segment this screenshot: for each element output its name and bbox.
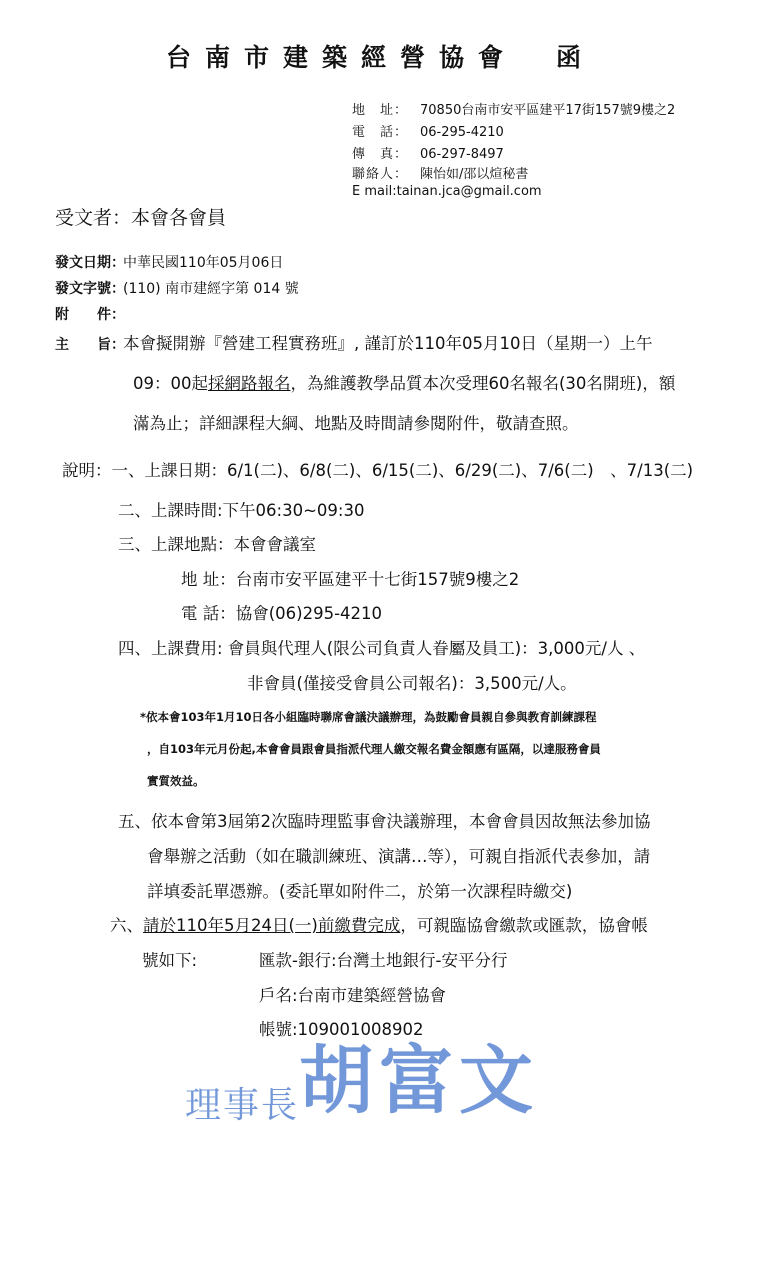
subject-line-1 [55, 330, 652, 354]
account-name: 戶名:台南市建築經營協會 [259, 986, 447, 1005]
venue-phone: 電 話：協會(06)295-4210 [181, 604, 383, 623]
subject-line-3: 滿為止；詳細課程大綱、地點及時間請參閱附件，敬請查照。 [133, 414, 579, 433]
fee-note-3: 實質效益。 [147, 774, 205, 788]
contact-fax [352, 143, 504, 162]
number-label: 發文字號： [55, 281, 125, 297]
explanation-item-6-line-1 [110, 912, 648, 936]
explanation-item-5-line-3: 詳填委託單憑辦。(委託單如附件二，於第一次課程時繳交) [147, 882, 573, 901]
address-value: 70850台南市安平區建平17街157號9樓之2 [420, 103, 676, 118]
explanation-item-4-line-1: 四、上課費用: 會員與代理人(限公司負責人眷屬及員工)：3,000元/人 、 [118, 639, 646, 658]
explanation-item-6-line-2: 號如下: [142, 951, 198, 970]
contact-label: 聯絡人： [352, 167, 409, 182]
explanation-item-4-line-2: 非會員(僅接受會員公司報名)：3,500元/人。 [247, 674, 577, 693]
fee-note-1: *依本會103年1月10日各小組臨時聯席會議決議辦理，為鼓勵會員親自參與教育訓練課程 [140, 710, 597, 724]
subject-text-2c: ，為維護教學品質本次受理60名報名(30名開班)，額 [290, 374, 676, 393]
fax-label: 傳 真： [352, 147, 409, 162]
phone-label: 電 話： [352, 125, 409, 140]
subject-text-2a: 09：00起 [133, 374, 208, 393]
item6-number: 六、 [110, 916, 143, 935]
contact-person [352, 163, 528, 182]
bank-info: 匯款-銀行:台灣土地銀行-安平分行 [259, 951, 508, 970]
stamp-name: 胡富文 [299, 1038, 540, 1124]
email-label: E mail: [352, 184, 397, 199]
document-title: 台南市建築經營協會 函 [165, 43, 595, 72]
date-value: 中華民國110年05月06日 [123, 255, 284, 271]
recipient: 受文者：本會各會員 [55, 207, 227, 229]
fee-note-2: ，自103年元月份起,本會會員跟會員指派代理人繳交報名費金額應有區隔，以達服務會員 [147, 742, 601, 756]
subject-line-2 [133, 370, 675, 394]
date-label: 發文日期： [55, 255, 125, 271]
contact-address [352, 99, 675, 118]
explanation-item-3: 三、上課地點：本會會議室 [118, 535, 316, 554]
subject-label: 主 旨： [55, 337, 125, 353]
subject-text-1: 本會擬開辦『營建工程實務班』, 謹訂於110年05月10日（星期一）上午 [123, 334, 653, 353]
email-value[interactable]: tainan.jca@gmail.com [396, 184, 542, 199]
fax-value: 06-297-8497 [420, 147, 504, 162]
stamp-role: 理事長 [185, 1085, 300, 1126]
issue-date [55, 252, 283, 272]
venue-address: 地 址：台南市安平區建平十七街157號9樓之2 [181, 570, 520, 589]
explanation-item-1: 說明：一、上課日期：6/1(二)、6/8(二)、6/15(二)、6/29(二)、7/6(二) 、7/13(二) [62, 461, 694, 480]
contact-email [352, 184, 542, 199]
contact-value: 陳怡如/邵以煊秘書 [420, 167, 529, 182]
subject-text-2b: 採網路報名 [208, 374, 291, 393]
number-value: (110) 南市建經字第 014 號 [123, 281, 299, 297]
issue-number [55, 278, 299, 298]
explanation-item-2: 二、上課時間:下午06:30~09:30 [118, 501, 365, 520]
attachment [55, 304, 123, 324]
account-number: 帳號:109001008902 [259, 1020, 424, 1039]
contact-phone [352, 121, 504, 140]
chairman-stamp [185, 1022, 539, 1128]
item6-text: ，可親臨協會繳款或匯款，協會帳 [400, 916, 648, 935]
explanation-item-5-line-2: 會舉辦之活動（如在職訓練班、演講…等），可親自指派代表參加，請 [147, 847, 651, 866]
address-label: 地 址： [352, 103, 409, 118]
phone-value: 06-295-4210 [420, 125, 504, 140]
attach-label: 附 件： [55, 307, 125, 323]
payment-deadline: 請於110年5月24日(一)前繳費完成 [143, 916, 401, 935]
explanation-item-5-line-1: 五、依本會第3屆第2次臨時理監事會決議辦理，本會會員因故無法參加協 [118, 812, 651, 831]
